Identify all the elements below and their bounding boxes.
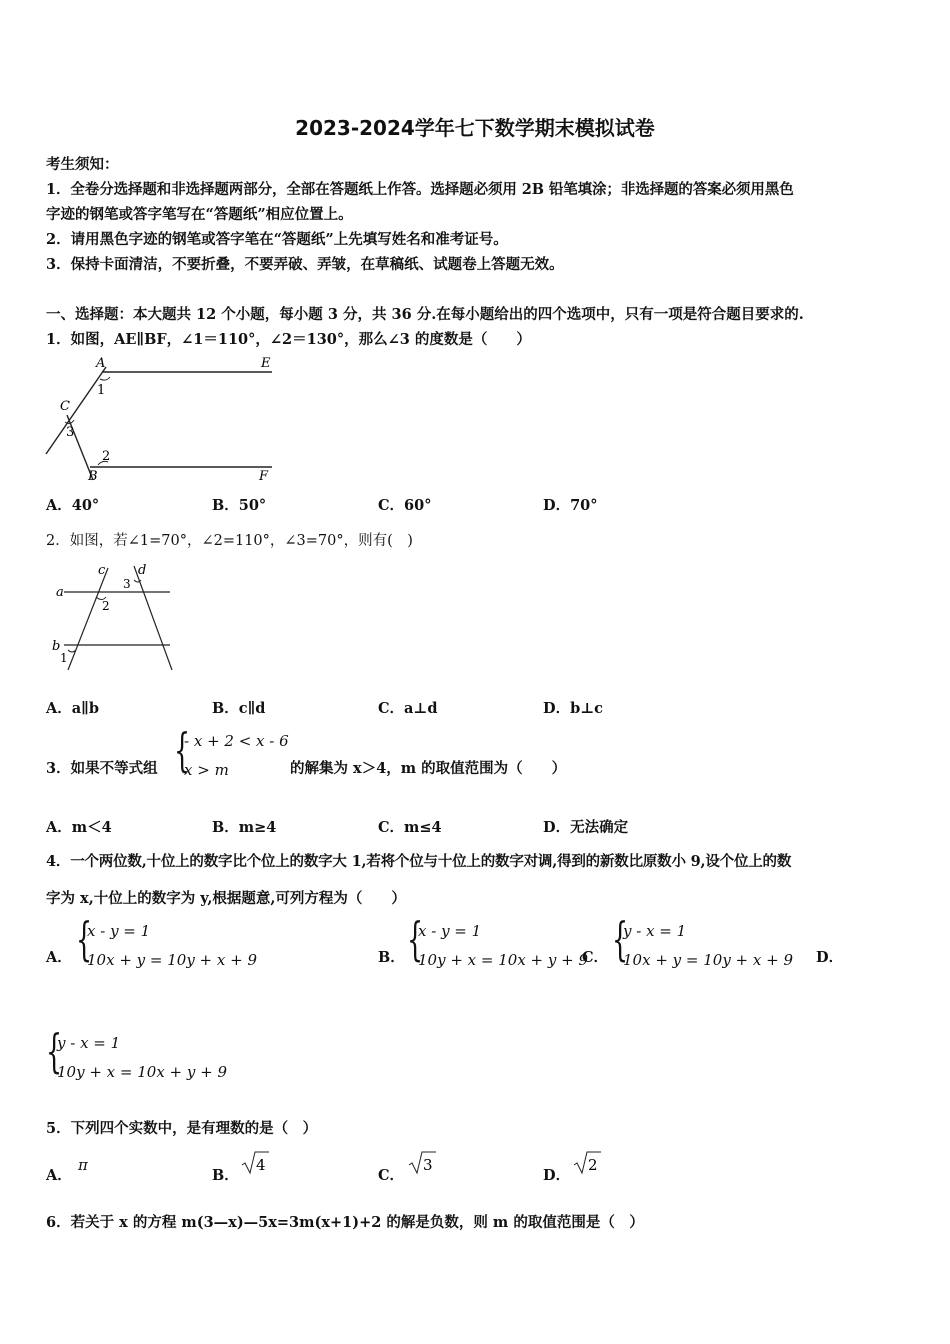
notice-line-1b: 字迹的钢笔或答字笔写在“答题纸”相应位置上。 (46, 206, 353, 223)
q5-option-d-value: 2 (588, 1156, 598, 1174)
q4-option-b-label[interactable]: B． (378, 949, 405, 966)
line-ac (46, 367, 106, 454)
q5-option-a-label[interactable]: A． (46, 1167, 72, 1184)
q3-inequality-1: - x + 2 < x - 6 (184, 732, 289, 750)
q4-b-eq1: x - y = 1 (418, 922, 482, 940)
q5-option-b-value: 4 (256, 1156, 266, 1174)
page-title: 2023-2024学年七下数学期末模拟试卷 (295, 116, 655, 140)
label-angle-1: 1 (60, 651, 68, 665)
label-angle-2: 2 (102, 449, 111, 464)
q5-option-b-label[interactable]: B． (212, 1167, 239, 1184)
label-a: A (96, 356, 106, 371)
q5-stem: 5．下列四个实数中，是有理数的是（ ） (46, 1120, 318, 1137)
q1-option-d[interactable]: D．70° (543, 497, 598, 514)
q4-a-eq1: x - y = 1 (87, 922, 151, 940)
label-angle-2: 2 (102, 599, 110, 613)
label-d: d (138, 563, 147, 578)
q1-option-c[interactable]: C．60° (378, 497, 432, 514)
q2-figure (46, 558, 176, 673)
q4-c-eq1: y - x = 1 (623, 922, 687, 940)
arc-1 (100, 377, 110, 380)
q4-option-a-label[interactable]: A． (46, 949, 72, 966)
q3-option-b[interactable]: B．m≥4 (212, 819, 277, 836)
q4-a-eq2: 10x + y = 10y + x + 9 (87, 951, 258, 969)
line-c (68, 568, 108, 670)
sqrt-icon (573, 1150, 603, 1176)
q4-d-brace: { (46, 1024, 63, 1078)
q2-option-a[interactable]: A．a∥b (46, 700, 99, 717)
q3-option-a[interactable]: A．m＜4 (46, 819, 112, 836)
q5-option-c-label[interactable]: C． (378, 1167, 405, 1184)
label-f: F (259, 469, 269, 484)
q4-stem-line-1: 4．一个两位数,十位上的数字比个位上的数字大 1,若将个位与十位上的数字对调,得到的新数比原数小 9,设个位上的数 (46, 853, 792, 870)
q4-stem-line-2: 字为 x,十位上的数字为 y,根据题意,可列方程为（ ） (46, 890, 406, 907)
q4-c-eq2: 10x + y = 10y + x + 9 (623, 951, 794, 969)
q2-option-b[interactable]: B．c∥d (212, 700, 266, 717)
notice-line-1a: 1．全卷分选择题和非选择题两部分，全部在答题纸上作答。选择题必须用 2B 铅笔填涂；非选择题的答案必须用黑色 (46, 181, 794, 198)
label-b: b (52, 639, 61, 654)
q1-figure (40, 352, 280, 487)
q3-option-d[interactable]: D．无法确定 (543, 819, 629, 836)
q1-stem: 1．如图，AE∥BF，∠1＝110°，∠2＝130°，那么∠3 的度数是（ ） (46, 331, 531, 348)
q4-d-eq1: y - x = 1 (57, 1034, 121, 1052)
q4-d-eq2: 10y + x = 10x + y + 9 (57, 1063, 228, 1081)
q3-suffix: 的解集为 x＞4，m 的取值范围为（ ） (290, 760, 567, 777)
label-angle-3: 3 (66, 425, 75, 440)
q5-option-a-value: π (78, 1156, 88, 1174)
q1-option-b[interactable]: B．50° (212, 497, 267, 514)
section-heading: 一、选择题：本大题共 12 个小题，每小题 3 分，共 36 分.在每小题给出的四个选项中，只有一项是符合题目要求的. (46, 306, 804, 323)
notice-heading: 考生须知： (46, 156, 119, 173)
label-angle-1: 1 (97, 383, 106, 398)
q4-b-eq2: 10y + x = 10x + y + 9 (418, 951, 589, 969)
sqrt-icon (408, 1150, 438, 1176)
label-angle-3: 3 (123, 577, 131, 591)
label-c: c (98, 563, 106, 578)
q4-option-c-label[interactable]: C． (582, 949, 609, 966)
q2-option-c[interactable]: C．a⊥d (378, 700, 438, 717)
arc-3 (134, 580, 141, 582)
q4-b-brace: { (407, 912, 424, 966)
q3-inequality-2: x > m (184, 761, 229, 779)
notice-line-3: 3．保持卡面清洁，不要折叠，不要弄破、弄皱，在草稿纸、试题卷上答题无效。 (46, 256, 564, 273)
q4-c-brace: { (612, 912, 629, 966)
label-a: a (56, 585, 64, 600)
sqrt-icon (241, 1150, 271, 1176)
q6-stem: 6．若关于 x 的方程 m(3—x)—5x=3m(x+1)+2 的解是负数，则 m 的取值范围是（ ） (46, 1214, 644, 1231)
q1-option-a[interactable]: A．40° (46, 497, 100, 514)
label-c: C (60, 399, 70, 414)
label-e: E (261, 356, 271, 371)
q2-stem: 2．如图，若∠1=70°，∠2=110°，∠3=70°，则有( ) (46, 533, 413, 549)
q2-option-d[interactable]: D．b⊥c (543, 700, 603, 717)
q3-brace: { (174, 723, 191, 777)
q5-option-c-value: 3 (423, 1156, 433, 1174)
q4-a-brace: { (76, 912, 93, 966)
label-b: B (88, 469, 98, 484)
q3-option-c[interactable]: C．m≤4 (378, 819, 442, 836)
q4-option-d-label[interactable]: D． (816, 949, 844, 966)
q3-prefix: 3．如果不等式组 (46, 760, 158, 777)
q5-option-d-label[interactable]: D． (543, 1167, 571, 1184)
notice-line-2: 2．请用黑色字迹的钢笔或答字笔在“答题纸”上先填写姓名和准考证号。 (46, 231, 508, 248)
